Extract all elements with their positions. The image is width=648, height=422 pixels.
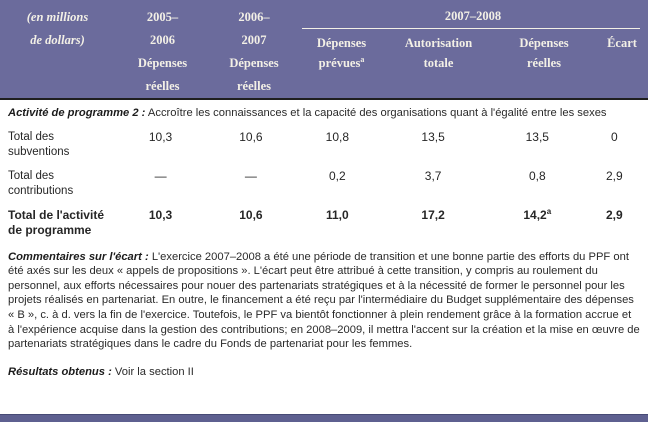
- cell-variance: 2,9: [605, 168, 623, 183]
- header-unit-column: [0, 6, 115, 98]
- cell-2005-2006: 10,3: [148, 129, 173, 144]
- cell-authority: 3,7: [424, 168, 442, 183]
- header-span-title: 2007–2008: [444, 9, 502, 23]
- header-depenses-b: Dépenses: [229, 56, 279, 70]
- cell-planned: 0,2: [328, 168, 346, 183]
- results-label: Résultats obtenus :: [8, 365, 112, 378]
- header-col-2005-2006: [115, 6, 210, 98]
- cell-variance: 2,9: [605, 207, 623, 222]
- cell-2005-2006: 10,3: [148, 207, 173, 222]
- header-reelles-b: réelles: [236, 79, 271, 93]
- header-depenses: Dépenses: [137, 56, 188, 70]
- header-subcolumns: [298, 33, 648, 73]
- cell-actual: 0,8: [528, 168, 546, 183]
- cell-2006-2007: 10,6: [239, 129, 263, 144]
- variance-comments-text: L'exercice 2007–2008 a été une période de transition et une bonne partie des efforts du PPF ont été axés sur les deux « appels de propositions ». L'écart peut être attribué à cette transition, y compris au roulement du personnel, aux efforts nécessaires pour nouer des partenariats stratégiques et à la nécessité de former le personnel pour les projets réalisés en partenariat. En outre, le financement a été reçu par l'intermédiaire du Budget supplémentaire des dépenses « B », c. à d. vers la fin de l'exercice. Toutefois, le PPF va bientôt fonctionner à plein rendement grâce à la formation accrue et à l'expérience acquise dans la gestion des contributions; en 2008–2009, il mettra l'accent sur la création et la mise en œuvre de partenariats stratégiques dans le cadre du Fonds de partenariat pour les femmes.: [8, 250, 640, 351]
- footnote-a-marker: a: [546, 206, 552, 216]
- cell-authority: 17,2: [421, 207, 445, 222]
- variance-comments-label: Commentaires sur l'écart :: [8, 250, 149, 263]
- header-2006b: 2006–: [238, 10, 270, 24]
- table-header: [0, 0, 648, 100]
- header-unit-line2: de dollars): [30, 33, 85, 47]
- table-body: [0, 100, 648, 379]
- cell-actual: 14,2$^a$: [523, 206, 552, 222]
- results-text: Voir la section II: [114, 365, 194, 378]
- header-2005: 2005–: [146, 10, 179, 24]
- cell-variance: 0: [610, 129, 618, 144]
- header-2006: 2006: [150, 33, 175, 47]
- cell-authority: 13,5: [421, 129, 445, 144]
- bottom-border-bar: [0, 414, 648, 422]
- header-col-2006-2007: [210, 6, 298, 98]
- results-line: [8, 365, 640, 380]
- cell-planned: 11,0: [325, 207, 349, 222]
- header-span-underline: [302, 28, 640, 29]
- row-label: Total de l'activité de programme: [8, 207, 104, 237]
- program-activity-line: [8, 106, 640, 121]
- program-activity-label: Activité de programme 2 :: [8, 107, 146, 119]
- cell-2006-2007: —: [244, 168, 257, 183]
- table-row-contributions: [8, 169, 640, 199]
- table-row-total: [8, 208, 640, 238]
- cell-actual: 13,5: [525, 129, 549, 144]
- cell-planned: 10,8: [325, 129, 349, 144]
- header-subcol-planned: Dépenses prévues$^a$: [316, 36, 367, 70]
- header-group-2007-2008: [298, 6, 648, 98]
- header-2007: 2007: [241, 33, 267, 47]
- row-label: Total des contributions: [8, 169, 74, 197]
- program-activity-text: Accroître les connaissances et la capacité des organisations quant à l'égalité entre les sexes: [147, 107, 607, 119]
- data-rows: [8, 130, 640, 238]
- header-reelles: réelles: [145, 79, 180, 93]
- header-unit-line1: (en millions: [26, 10, 89, 24]
- row-label: Total des subventions: [8, 130, 70, 158]
- table-row-subventions: [8, 130, 640, 160]
- cell-2006-2007: 10,6: [239, 207, 263, 222]
- variance-comments: [8, 250, 640, 352]
- header-subcol-authority: Autorisation totale: [404, 36, 473, 70]
- header-subcol-actual: Dépenses réelles: [519, 36, 569, 70]
- footnote-a-marker: a: [360, 54, 365, 64]
- header-subcol-variance: Écart: [607, 36, 637, 50]
- cell-2005-2006: —: [154, 168, 167, 183]
